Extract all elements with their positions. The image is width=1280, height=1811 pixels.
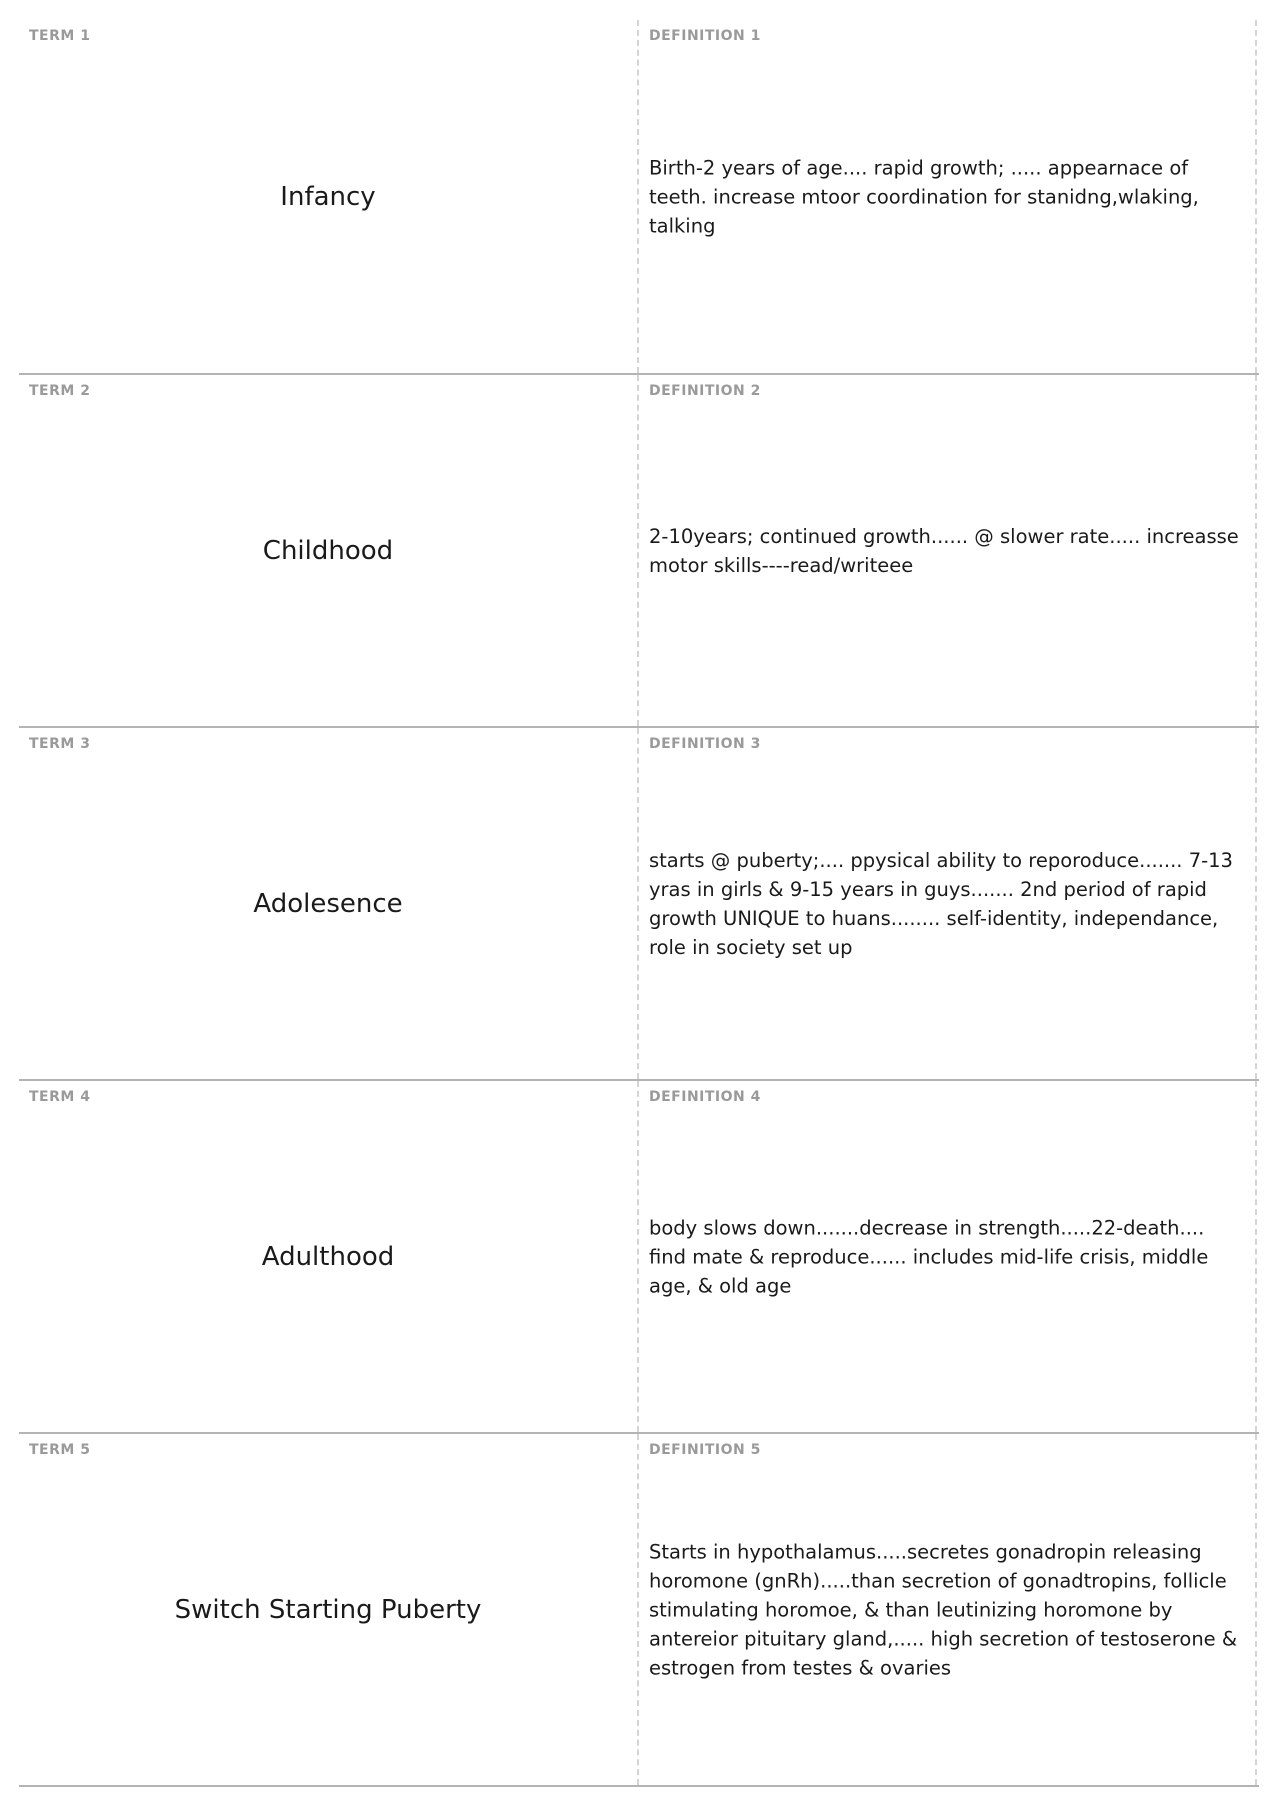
definition-label: DEFINITION 1 (649, 28, 761, 44)
term-text: Switch Starting Puberty (174, 1594, 482, 1625)
term-text: Adulthood (261, 1241, 395, 1272)
definition-label: DEFINITION 2 (649, 383, 761, 399)
term-cell (19, 728, 639, 1079)
definition-text: starts @ puberty;.... ppysical ability to reporoduce....... 7-13 yras in girls & 9-15 years in guys....... 2nd period of rapid growth UNIQUE to huans........ self-identity, independance, role in society set up (649, 848, 1233, 959)
term-cell (19, 20, 639, 373)
definition-text: 2-10years; continued growth...... @ slower rate..... increasse motor skills----read/writeee (649, 524, 1239, 577)
flashcard-sheet (19, 20, 1259, 1787)
term-label: TERM 2 (29, 383, 91, 399)
definition-text: Birth-2 years of age.... rapid growth; ..... appearnace of teeth. increase mtoor coordination for stanidng,wlaking, talking (649, 156, 1199, 237)
term-cell (19, 1081, 639, 1432)
term-cell (19, 1434, 639, 1785)
term-label: TERM 5 (29, 1442, 91, 1458)
term-text: Infancy (280, 181, 376, 212)
definition-cell (639, 20, 1257, 373)
card-row-5 (19, 1434, 1259, 1787)
definition-text: body slows down.......decrease in strength.....22-death.... find mate & reproduce...... includes mid-life crisis, middle age, & old age (649, 1216, 1209, 1297)
card-row-4 (19, 1081, 1259, 1434)
definition-label: DEFINITION 5 (649, 1442, 761, 1458)
term-label: TERM 4 (29, 1089, 91, 1105)
term-text: Childhood (262, 535, 394, 566)
definition-cell (639, 1081, 1257, 1432)
definition-cell (639, 375, 1257, 726)
definition-text: Starts in hypothalamus.....secretes gonadropin releasing horomone (gnRh).....than secretion of gonadtropins, follicle stimulating horomoe, & than leutinizing horomone by antereior pituitary gland,..... high secretion of testoserone & estrogen from testes & ovaries (649, 1540, 1238, 1679)
term-label: TERM 3 (29, 736, 91, 752)
definition-label: DEFINITION 4 (649, 1089, 761, 1105)
card-row-3 (19, 728, 1259, 1081)
term-cell (19, 375, 639, 726)
definition-cell (639, 1434, 1257, 1785)
card-row-2 (19, 375, 1259, 728)
card-row-1 (19, 20, 1259, 375)
definition-cell (639, 728, 1257, 1079)
definition-label: DEFINITION 3 (649, 736, 761, 752)
term-label: TERM 1 (29, 28, 91, 44)
term-text: Adolesence (253, 888, 403, 919)
